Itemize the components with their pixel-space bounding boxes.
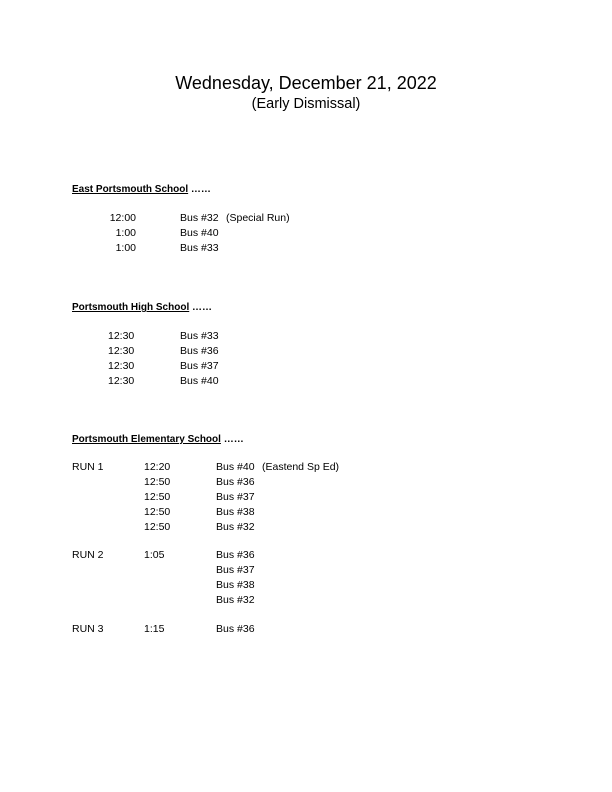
school-name: Portsmouth Elementary School [72, 434, 221, 445]
departure-time: 12:30 [108, 375, 135, 387]
schedule-row [0, 578, 612, 593]
departure-time: 1:15 [144, 623, 165, 635]
bus-number: Bus #36 [216, 476, 255, 488]
bus-number: Bus #32 [180, 212, 219, 224]
bus-number: Bus #37 [216, 564, 255, 576]
departure-time: 12:50 [144, 521, 171, 533]
page-title: Wednesday, December 21, 2022 [175, 73, 437, 93]
schedule-row [0, 344, 612, 359]
schedule-row [0, 329, 612, 344]
bus-number: Bus #37 [216, 491, 255, 503]
schedule-row [0, 622, 612, 637]
schedule-row [0, 520, 612, 535]
departure-time: 12:20 [144, 461, 171, 473]
run-label: RUN 1 [72, 461, 104, 473]
school-name: Portsmouth High School [72, 302, 190, 313]
schedule-row [0, 241, 612, 256]
departure-time: 1:00 [115, 227, 136, 239]
schedule-row [0, 490, 612, 505]
departure-time: 1:00 [115, 242, 136, 254]
bus-number: Bus #40 [180, 375, 219, 387]
bus-number: Bus #36 [216, 549, 255, 561]
bus-number: Bus #37 [180, 360, 219, 372]
schedule-row [0, 226, 612, 241]
departure-time: 12:30 [108, 345, 135, 357]
departure-time: 12:30 [108, 330, 135, 342]
bus-number: Bus #38 [216, 506, 255, 518]
bus-number: Bus #40 [180, 227, 219, 239]
schedule-row [0, 505, 612, 520]
run-note: (Special Run) [226, 212, 290, 224]
schedule-row [0, 359, 612, 374]
bus-number: Bus #40 [216, 461, 255, 473]
departure-time: 12:50 [144, 476, 171, 488]
schedule-row [0, 460, 612, 475]
run-label: RUN 2 [72, 549, 104, 561]
schedule-row [0, 475, 612, 490]
departure-time: 12:50 [144, 491, 171, 503]
departure-time: 12:30 [108, 360, 135, 372]
section-heading-portsmouth-high [72, 301, 212, 314]
school-name: East Portsmouth School [72, 184, 189, 195]
departure-time: 12:00 [109, 212, 136, 224]
heading-dots: …… [192, 302, 212, 313]
schedule-row [0, 563, 612, 578]
bus-number: Bus #32 [216, 594, 255, 606]
section-heading-east-portsmouth [72, 183, 211, 196]
bus-number: Bus #33 [180, 330, 219, 342]
run-label: RUN 3 [72, 623, 104, 635]
run-note: (Eastend Sp Ed) [262, 461, 340, 473]
schedule-row [0, 548, 612, 563]
bus-number: Bus #36 [216, 623, 255, 635]
bus-number: Bus #33 [180, 242, 219, 254]
bus-number: Bus #36 [180, 345, 219, 357]
section-heading-portsmouth-elementary [72, 433, 244, 446]
schedule-row [0, 593, 612, 608]
schedule-row [0, 374, 612, 389]
departure-time: 12:50 [144, 506, 171, 518]
departure-time: 1:05 [144, 549, 165, 561]
bus-number: Bus #32 [216, 521, 255, 533]
heading-dots: …… [223, 434, 244, 445]
page-subtitle: (Early Dismissal) [251, 96, 361, 112]
heading-dots: …… [190, 184, 211, 195]
bus-number: Bus #38 [216, 579, 255, 591]
schedule-row [0, 211, 612, 226]
